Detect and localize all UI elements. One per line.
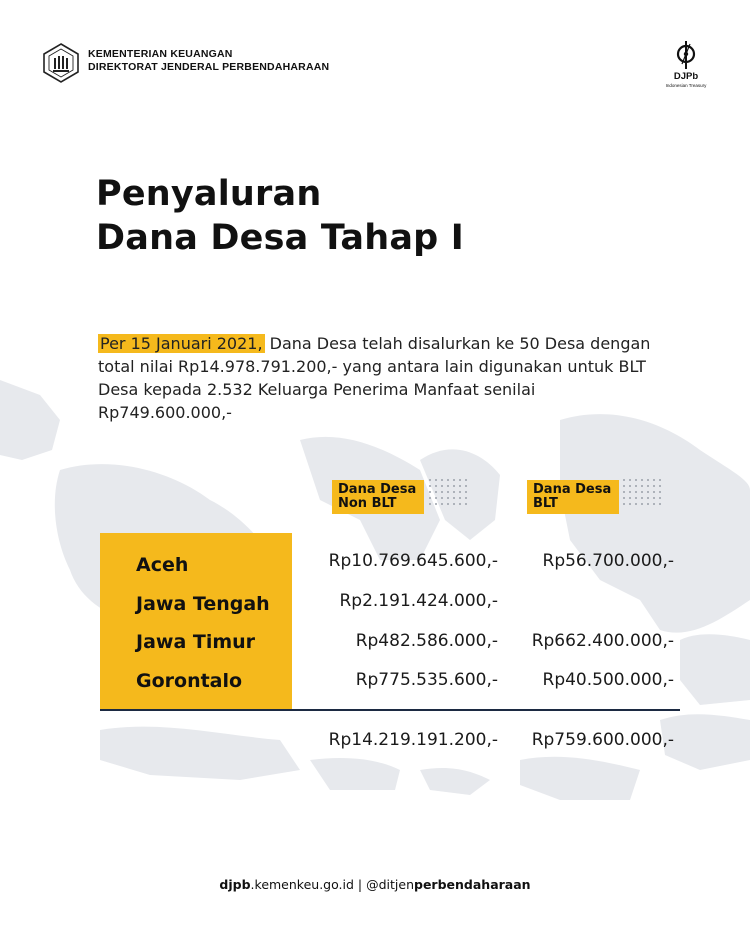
blt-value: Rp56.700.000,-	[542, 551, 674, 571]
province-name: Aceh	[136, 554, 189, 576]
total-non-blt-value: Rp14.219.191.200,-	[328, 730, 498, 750]
title-line-2: Dana Desa Tahap I	[96, 218, 464, 258]
footer-site-domain[interactable]: djpb	[219, 877, 251, 892]
total-blt-value: Rp759.600.000,-	[531, 730, 674, 750]
date-highlight: Per 15 Januari 2021,	[100, 334, 263, 353]
directorate-name: DIREKTORAT JENDERAL PERBENDAHARAAN	[88, 61, 330, 73]
column-header-blt-line2: BLT	[533, 496, 558, 511]
ministry-name: KEMENTERIAN KEUANGAN	[88, 48, 233, 60]
non-blt-value: Rp775.535.600,-	[355, 670, 498, 690]
footer-handle-bold[interactable]: perbendaharaan	[414, 877, 531, 892]
blt-value: Rp40.500.000,-	[542, 670, 674, 690]
footer	[0, 877, 750, 892]
title-line-1: Penyaluran	[96, 174, 322, 214]
intro-text: Dana Desa telah disalurkan ke 50 Desa dengan total nilai Rp14.978.791.200,- yang antara lain digunakan untuk BLT Desa kepada 2.532 Keluarga Penerima Manfaat senilai Rp749.600.000,-	[98, 334, 651, 422]
footer-separator: |	[353, 877, 367, 892]
footer-handle-prefix[interactable]: @ditjen	[366, 877, 414, 892]
column-header-blt-line1: Dana Desa	[533, 482, 612, 497]
blt-value: Rp662.400.000,-	[531, 631, 674, 651]
column-header-non-blt-line2: Non BLT	[338, 496, 397, 511]
province-name: Jawa Tengah	[136, 593, 270, 615]
non-blt-value: Rp2.191.424.000,-	[339, 591, 498, 611]
footer-site-rest[interactable]: .kemenkeu.go.id	[250, 877, 354, 892]
province-name: Jawa Timur	[136, 631, 256, 653]
non-blt-value: Rp482.586.000,-	[355, 631, 498, 651]
djpb-tagline: Indonesian Treasury	[665, 83, 707, 88]
non-blt-value: Rp10.769.645.600,-	[328, 551, 498, 571]
djpb-name: DJPb	[673, 71, 699, 82]
province-name: Gorontalo	[136, 670, 243, 692]
total-divider	[100, 709, 680, 711]
column-header-non-blt-line1: Dana Desa	[338, 482, 417, 497]
